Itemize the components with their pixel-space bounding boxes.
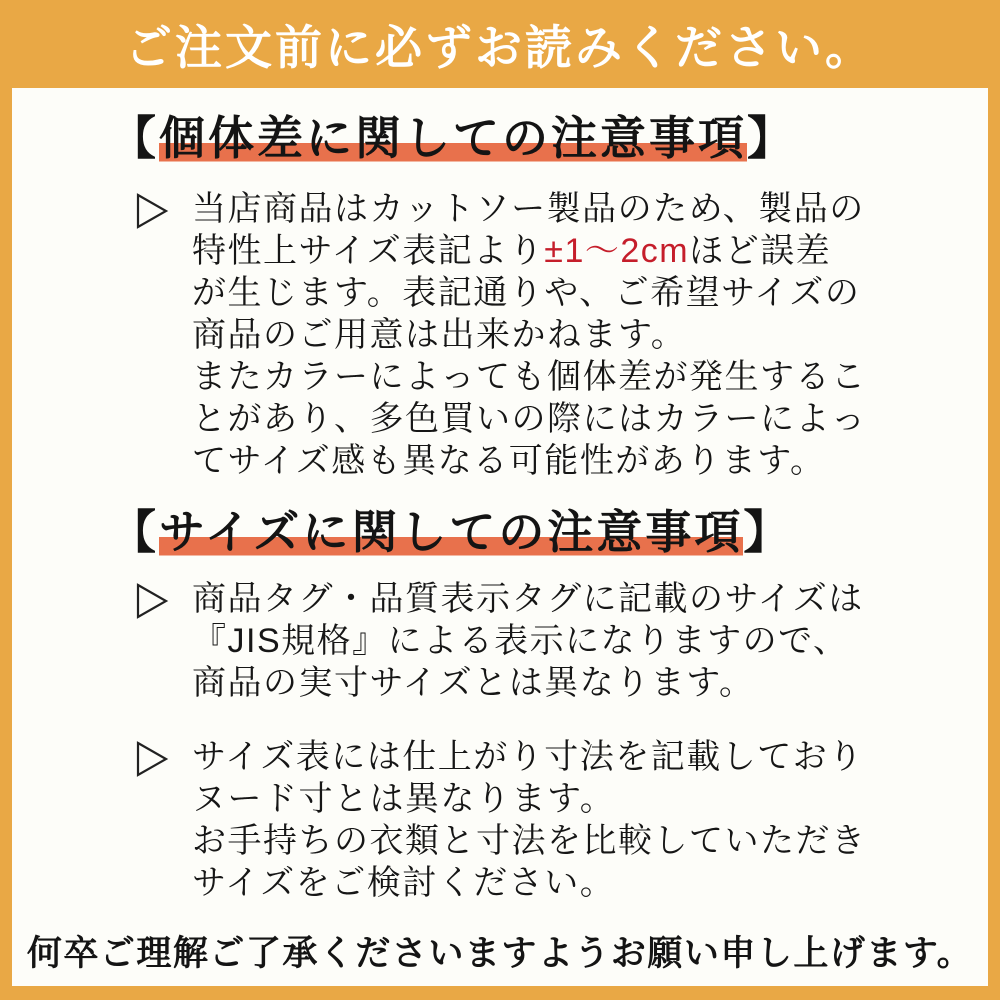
text-segment: とがあり、多色買いの際にはカラーによっ xyxy=(192,400,867,438)
top-banner xyxy=(0,0,1000,88)
closing-note: 何卒ご理解ご了承くださいますようお願い申し上げます。 xyxy=(26,934,974,973)
bracket-close: 】 xyxy=(747,112,796,164)
bracket-open: 【 xyxy=(110,506,159,558)
content xyxy=(12,88,988,986)
text-segment: サイズをご検討ください。 xyxy=(192,864,616,902)
bracket-open: 【 xyxy=(110,112,159,164)
triangle-bullet-icon xyxy=(133,739,171,779)
text-segment: が生じます。表記通りや、ご希望サイズの xyxy=(192,274,861,312)
text-segment: 商品のご用意は出来かねます。 xyxy=(192,316,687,354)
bullet-item xyxy=(133,578,988,704)
text-segment: 特性上サイズ表記より xyxy=(192,232,545,270)
text-segment: 『JIS規格』による表示になりますので、 xyxy=(192,622,849,660)
text-segment: 商品タグ・品質表示タグに記載のサイズは xyxy=(192,580,864,618)
bullet-text xyxy=(192,188,867,482)
bullet-item xyxy=(133,736,988,904)
bullet-marker xyxy=(133,736,192,784)
section-heading-text: サイズに関しての注意事項 xyxy=(159,506,744,558)
bullet-text xyxy=(192,578,864,704)
section-heading xyxy=(110,111,988,166)
text-segment: お手持ちの衣類と寸法を比較していただき xyxy=(192,822,867,860)
bullet-marker xyxy=(133,188,192,236)
accent-text: ±1〜2cm xyxy=(544,232,690,270)
notice-panel xyxy=(12,88,988,986)
notice-section xyxy=(12,111,988,482)
triangle-bullet-icon xyxy=(133,191,171,231)
bullet-item xyxy=(133,188,988,482)
top-banner-text: ご注文前に必ずお読みください。 xyxy=(125,20,875,74)
notice-section xyxy=(12,505,988,904)
triangle-bullet-icon xyxy=(133,581,171,621)
text-segment: またカラーによっても個体差が発生するこ xyxy=(192,358,867,396)
text-segment: ヌード寸とは異なります。 xyxy=(192,780,616,818)
bullet-marker xyxy=(133,578,192,626)
section-heading xyxy=(110,505,988,560)
text-segment: 当店商品はカットソー製品のため、製品の xyxy=(192,190,865,228)
text-segment: サイズ表には仕上がり寸法を記載しており xyxy=(192,738,864,776)
text-segment: てサイズ感も異なる可能性があります。 xyxy=(192,442,826,480)
text-segment: ほど誤差 xyxy=(689,232,832,270)
text-segment: 商品の実寸サイズとは異なります。 xyxy=(192,664,755,702)
bracket-close: 】 xyxy=(743,506,793,558)
section-heading-text: 個体差に関しての注意事項 xyxy=(159,112,747,164)
bullet-text xyxy=(192,736,867,904)
